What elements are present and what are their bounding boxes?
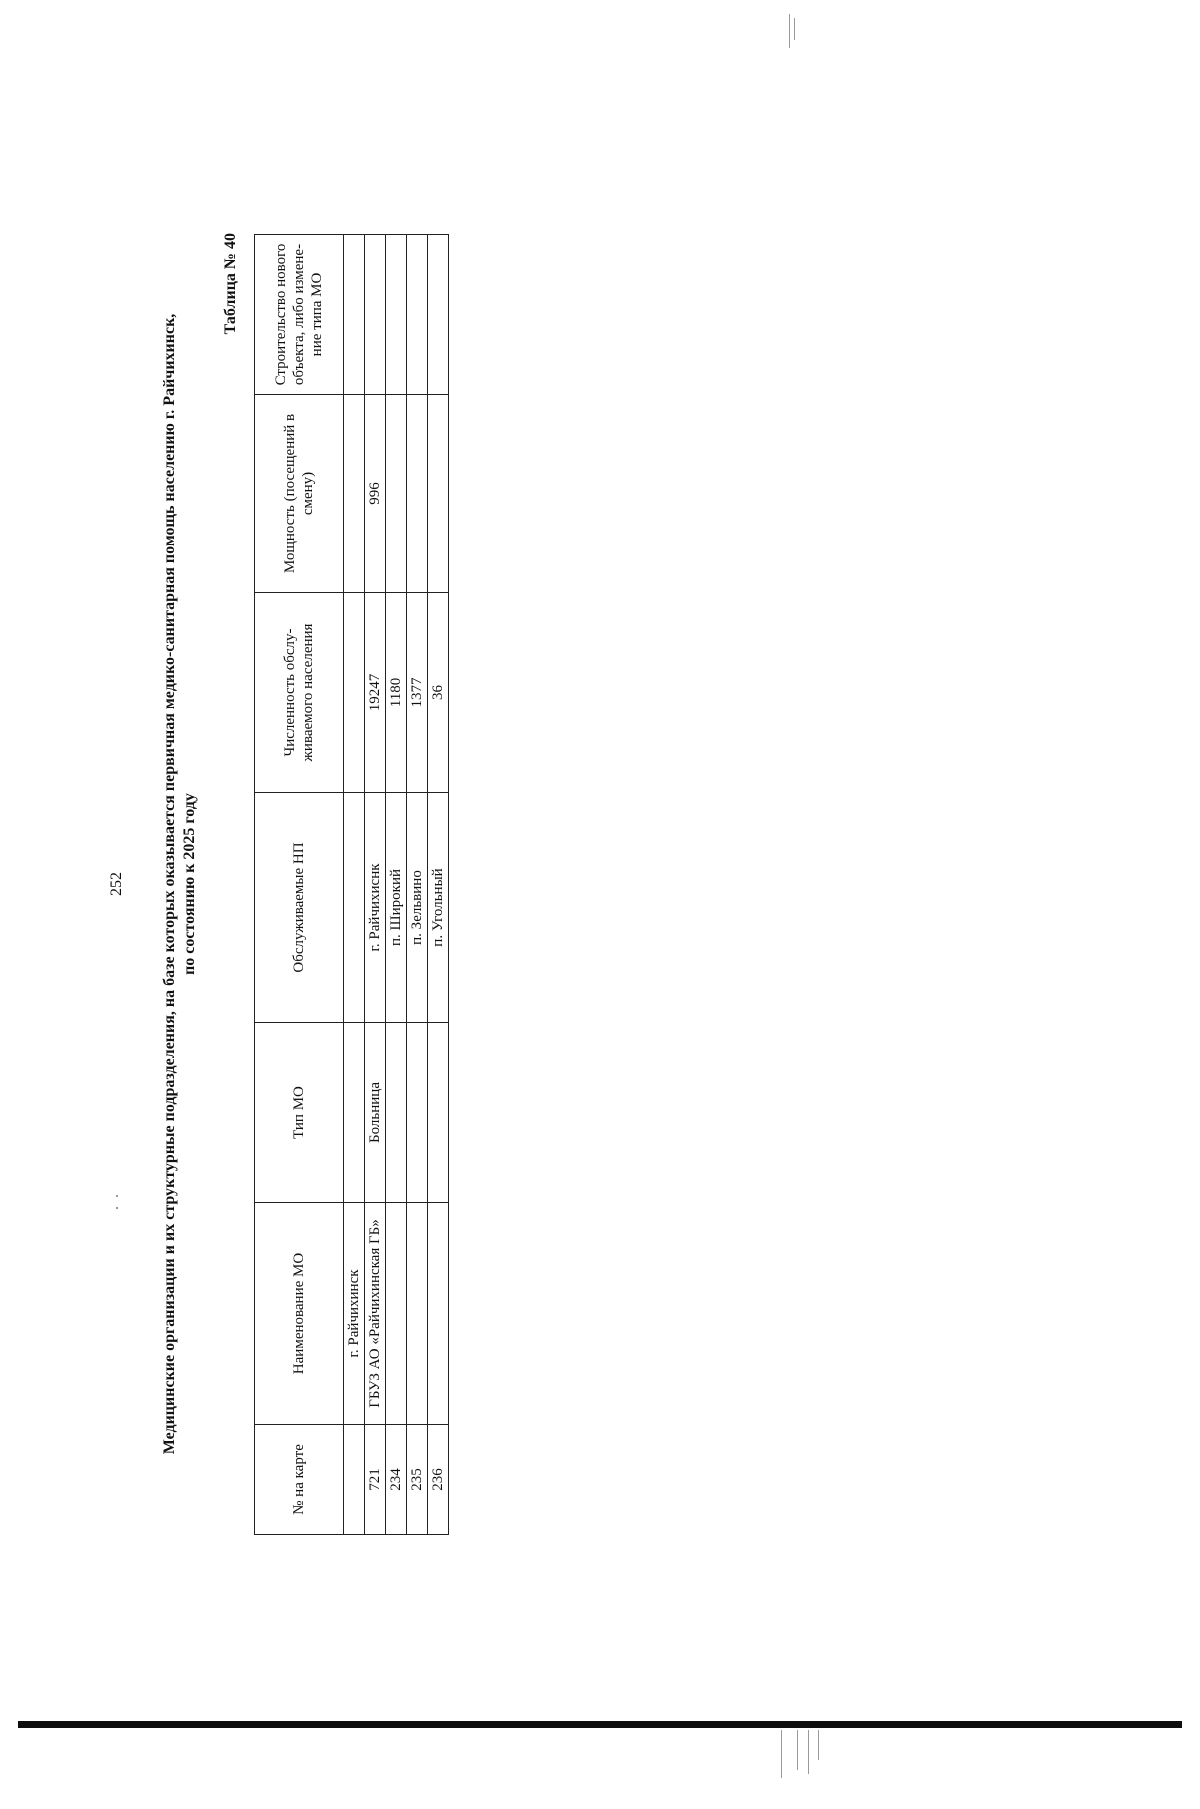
table-cell — [428, 1023, 449, 1203]
table-cell: 1377 — [407, 593, 428, 793]
page-number: 252 — [108, 872, 125, 896]
scan-artifact-mark — [818, 1730, 819, 1760]
table-cell — [428, 395, 449, 593]
table-label: Таблица № 40 — [222, 233, 239, 335]
table-cell — [344, 593, 365, 793]
table-cell — [344, 235, 365, 395]
scan-artifact-mark — [794, 18, 795, 40]
table-row — [428, 235, 449, 1535]
scan-artifact-mark — [808, 1730, 809, 1774]
table-header-row — [255, 235, 344, 1535]
table-cell: п. Широкий — [386, 793, 407, 1023]
title-line-2: по состоянию к 2025 году — [181, 793, 198, 975]
table-cell: 1180 — [386, 593, 407, 793]
table-cell — [344, 793, 365, 1023]
table-cell: Больница — [365, 1023, 386, 1203]
table-cell — [428, 235, 449, 395]
table-cell: 236 — [428, 1425, 449, 1535]
document-title — [160, 108, 200, 1660]
scan-artifact-mark — [789, 14, 790, 48]
rotated-page — [0, 108, 1060, 1660]
table-cell — [386, 235, 407, 395]
table-cell: п. Угольный — [428, 793, 449, 1023]
col-header-capacity: Мощность (посещений в смену) — [255, 395, 344, 593]
col-header-served-settlements: Обслуживаемые НП — [255, 793, 344, 1023]
col-header-org-type: Тип МО — [255, 1023, 344, 1203]
table-cell — [407, 395, 428, 593]
table-cell — [386, 1023, 407, 1203]
scan-bottom-bar — [18, 1721, 1182, 1728]
col-header-population: Численность обслу-живаемого населения — [255, 593, 344, 793]
section-label: г. Райчихинск — [344, 1203, 365, 1425]
scan-artifact-mark — [781, 1730, 782, 1778]
table-cell — [407, 1023, 428, 1203]
title-line-1: Медицинские организации и их структурные подразделения, на базе которых оказывается первичная медико-санитарная помощь населению г. Райчихинск, — [161, 313, 178, 1455]
facilities-table — [254, 234, 449, 1535]
table-section-row — [344, 235, 365, 1535]
col-header-construction: Строительство нового объекта, либо измене-ние типа МО — [255, 235, 344, 395]
table-cell: 19247 — [365, 593, 386, 793]
table-cell: ГБУЗ АО «Райчихинская ГБ» — [365, 1203, 386, 1425]
table-row — [407, 235, 428, 1535]
table-cell — [386, 1203, 407, 1425]
table-cell: 36 — [428, 593, 449, 793]
table-cell — [365, 235, 386, 395]
table-row — [386, 235, 407, 1535]
table-cell — [344, 1023, 365, 1203]
col-header-map-number: № на карте — [255, 1425, 344, 1535]
col-header-org-name: Наименование МО — [255, 1203, 344, 1425]
table-row — [365, 235, 386, 1535]
table-cell: г. Райчихиснк — [365, 793, 386, 1023]
table-cell: п. Зельвино — [407, 793, 428, 1023]
table-cell: 234 — [386, 1425, 407, 1535]
table-cell: 996 — [365, 395, 386, 593]
table-cell: 721 — [365, 1425, 386, 1535]
table-cell — [344, 395, 365, 593]
table-cell — [344, 1425, 365, 1535]
table-cell — [428, 1203, 449, 1425]
table-cell — [386, 395, 407, 593]
table-cell: 235 — [407, 1425, 428, 1535]
table-cell — [407, 235, 428, 395]
scan-artifact-mark — [797, 1730, 798, 1770]
table-cell — [407, 1203, 428, 1425]
